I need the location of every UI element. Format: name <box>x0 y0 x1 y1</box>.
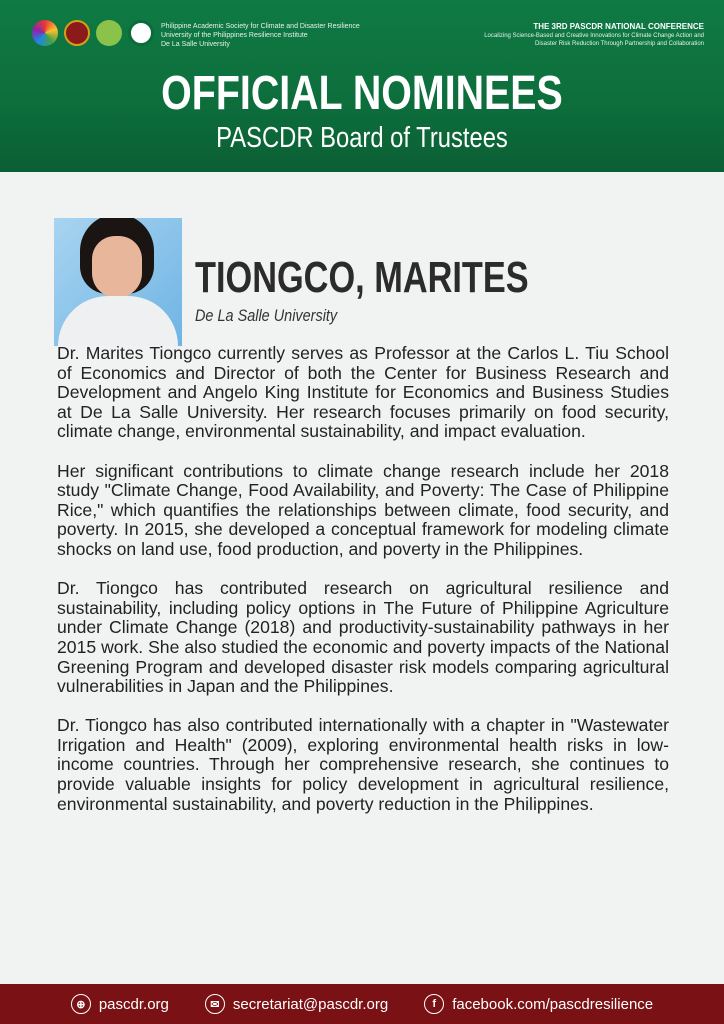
pascdr-logo <box>32 20 58 46</box>
dlsu-seal-logo <box>128 20 154 46</box>
footer <box>0 984 724 1024</box>
globe-icon: ⊕ <box>71 994 91 1014</box>
bio-paragraph: Dr. Marites Tiongco currently serves as Professor at the Carlos L. Tiu School of Economics and Director of both the Center for Business Research and Development and Angelo King Institute for Economics and Business Studies at De La Salle University. Her research focuses primarily on food security, climate change, environmental sustainability, and impact evaluation. <box>57 343 669 442</box>
page-title: OFFICIAL NOMINEES <box>161 67 563 120</box>
page-subtitle: PASCDR Board of Trustees <box>216 122 508 154</box>
conference-info <box>484 22 704 48</box>
bio-paragraph: Dr. Tiongco has also contributed internationally with a chapter in "Wastewater Irrigation and Health" (2009), exploring environmental health risks in low-income countries. Through her comprehensive research, she continues to provide valuable insights for policy development in agricultural resilience, environmental sustainability, and poverty reduction in the Philippines. <box>57 715 669 814</box>
bio-paragraph: Her significant contributions to climate change research include her 2018 study "Climate Change, Food Availability, and Poverty: The Case of Philippine Rice," which quantifies the relationships between climate, food security, and poverty. In 2015, she developed a conceptual framework for modeling climate shocks on land use, food production, and poverty in the Philippines. <box>57 460 669 559</box>
nominee-photo <box>54 218 182 346</box>
nominee-affiliation: De La Salle University <box>195 306 338 325</box>
logo-row <box>32 20 154 46</box>
org-line: Philippine Academic Society for Climate and Disaster Resilience <box>161 23 360 30</box>
website-link[interactable]: pascdr.org <box>98 995 169 1013</box>
email-icon: ✉ <box>205 994 225 1014</box>
conference-theme-line: Disaster Risk Reduction Through Partnership and Collaboration <box>535 41 704 47</box>
up-seal-logo <box>64 20 90 46</box>
header-banner <box>0 0 724 172</box>
bio-paragraph: Dr. Tiongco has contributed research on agricultural resilience and sustainability, including policy options in The Future of Philippine Agriculture under Climate Change (2018) and productivity-sustainability pathways in her 2015 work. She also studied the economic and poverty impacts of the National Greening Program and developed disaster risk models comparing agricultural vulnerabilities in Japan and the Philippines. <box>57 578 669 697</box>
nominee-bio <box>57 344 669 834</box>
org-line: De La Salle University <box>161 41 230 48</box>
conference-title: THE 3RD PASCDR NATIONAL CONFERENCE <box>533 22 704 31</box>
organization-names <box>161 22 360 49</box>
email-link[interactable]: secretariat@pascdr.org <box>232 995 389 1013</box>
org-line: University of the Philippines Resilience Institute <box>161 32 308 39</box>
footer-email[interactable] <box>205 994 388 1014</box>
footer-website[interactable] <box>71 994 169 1014</box>
resilience-institute-logo <box>96 20 122 46</box>
facebook-icon: f <box>424 994 444 1014</box>
facebook-link[interactable]: facebook.com/pascdresilience <box>452 995 654 1013</box>
footer-facebook[interactable] <box>424 994 653 1014</box>
conference-theme-line: Localizing Science-Based and Creative Innovations for Climate Change Action and <box>484 33 704 39</box>
nominee-name: TIONGCO, MARITES <box>195 253 529 302</box>
